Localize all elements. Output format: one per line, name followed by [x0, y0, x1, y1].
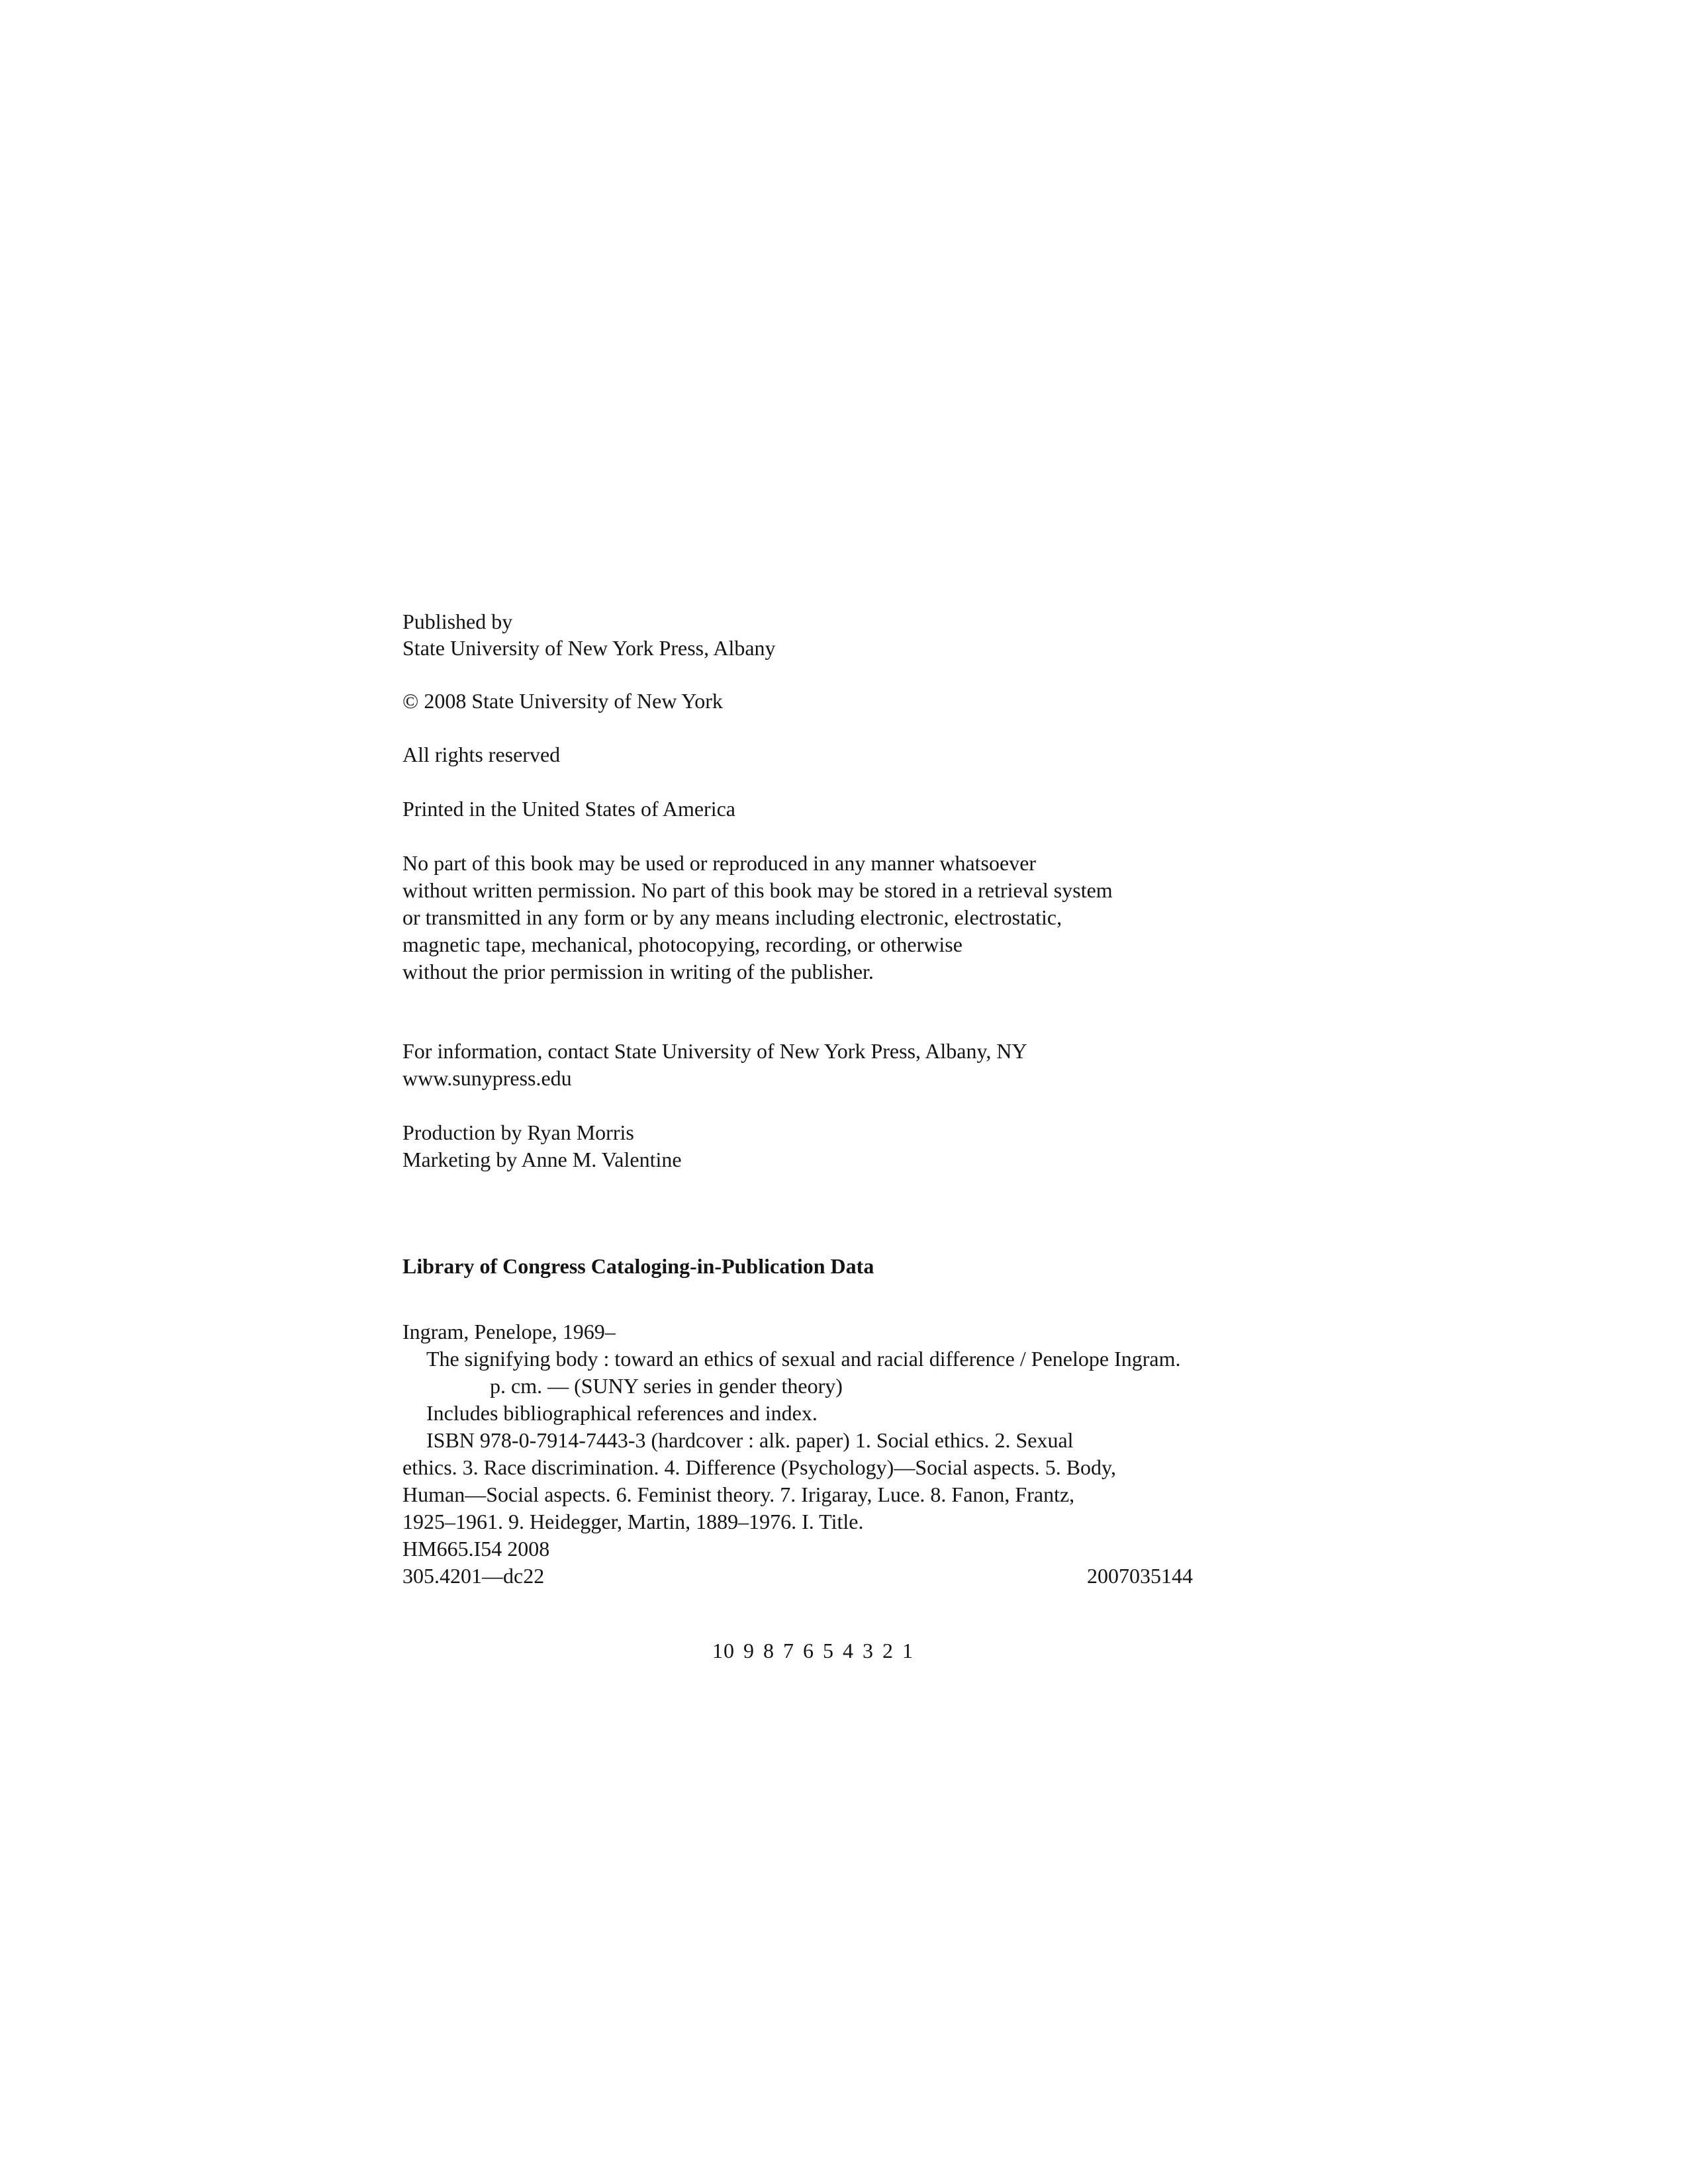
cip-author: Ingram, Penelope, 1969–	[402, 1320, 616, 1343]
website-link: www.sunypress.edu	[402, 1066, 572, 1090]
cip-heading: Library of Congress Cataloging-in-Publication Data	[402, 1254, 874, 1278]
rights-line: All rights reserved	[402, 743, 561, 766]
print-run-numbers: 10 9 8 7 6 5 4 3 2 1	[712, 1639, 914, 1662]
cip-subjects-line: Human—Social aspects. 6. Feminist theory. 7. Irigaray, Luce. 8. Fanon, Frantz,	[402, 1482, 1075, 1506]
cip-subjects-line: ethics. 3. Race discrimination. 4. Difference (Psychology)—Social aspects. 5. Body,	[402, 1455, 1116, 1479]
copyright-line: © 2008 State University of New York	[402, 689, 723, 713]
notice-line: or transmitted in any form or by any means including electronic, electrostatic,	[402, 905, 1062, 929]
cip-call-number: HM665.I54 2008	[402, 1537, 550, 1561]
printed-line: Printed in the United States of America	[402, 797, 735, 821]
cip-dewey: 305.4201—dc22	[402, 1564, 545, 1588]
cip-includes: Includes bibliographical references and index.	[426, 1401, 818, 1425]
marketing-credit: Marketing by Anne M. Valentine	[402, 1148, 682, 1171]
cip-series: p. cm. — (SUNY series in gender theory)	[490, 1374, 843, 1398]
notice-line: without the prior permission in writing of the publisher.	[402, 960, 874, 983]
cip-title: The signifying body : toward an ethics of sexual and racial difference / Penelope Ingram.	[426, 1347, 1181, 1371]
cip-lccn: 2007035144	[1087, 1564, 1193, 1588]
notice-line: magnetic tape, mechanical, photocopying, recording, or otherwise	[402, 933, 962, 956]
cip-subjects-line: ISBN 978-0-7914-7443-3 (hardcover : alk. paper) 1. Social ethics. 2. Sexual	[426, 1428, 1074, 1452]
production-credit: Production by Ryan Morris	[402, 1120, 634, 1144]
notice-line: No part of this book may be used or reproduced in any manner whatsoever	[402, 851, 1037, 875]
contact-info: For information, contact State University of New York Press, Albany, NY	[402, 1039, 1027, 1063]
published-by-label: Published by	[402, 610, 513, 633]
publisher-name: State University of New York Press, Albany	[402, 636, 776, 660]
cip-subjects-line: 1925–1961. 9. Heidegger, Martin, 1889–1976. I. Title.	[402, 1510, 864, 1533]
notice-line: without written permission. No part of this book may be stored in a retrieval system	[402, 878, 1113, 902]
